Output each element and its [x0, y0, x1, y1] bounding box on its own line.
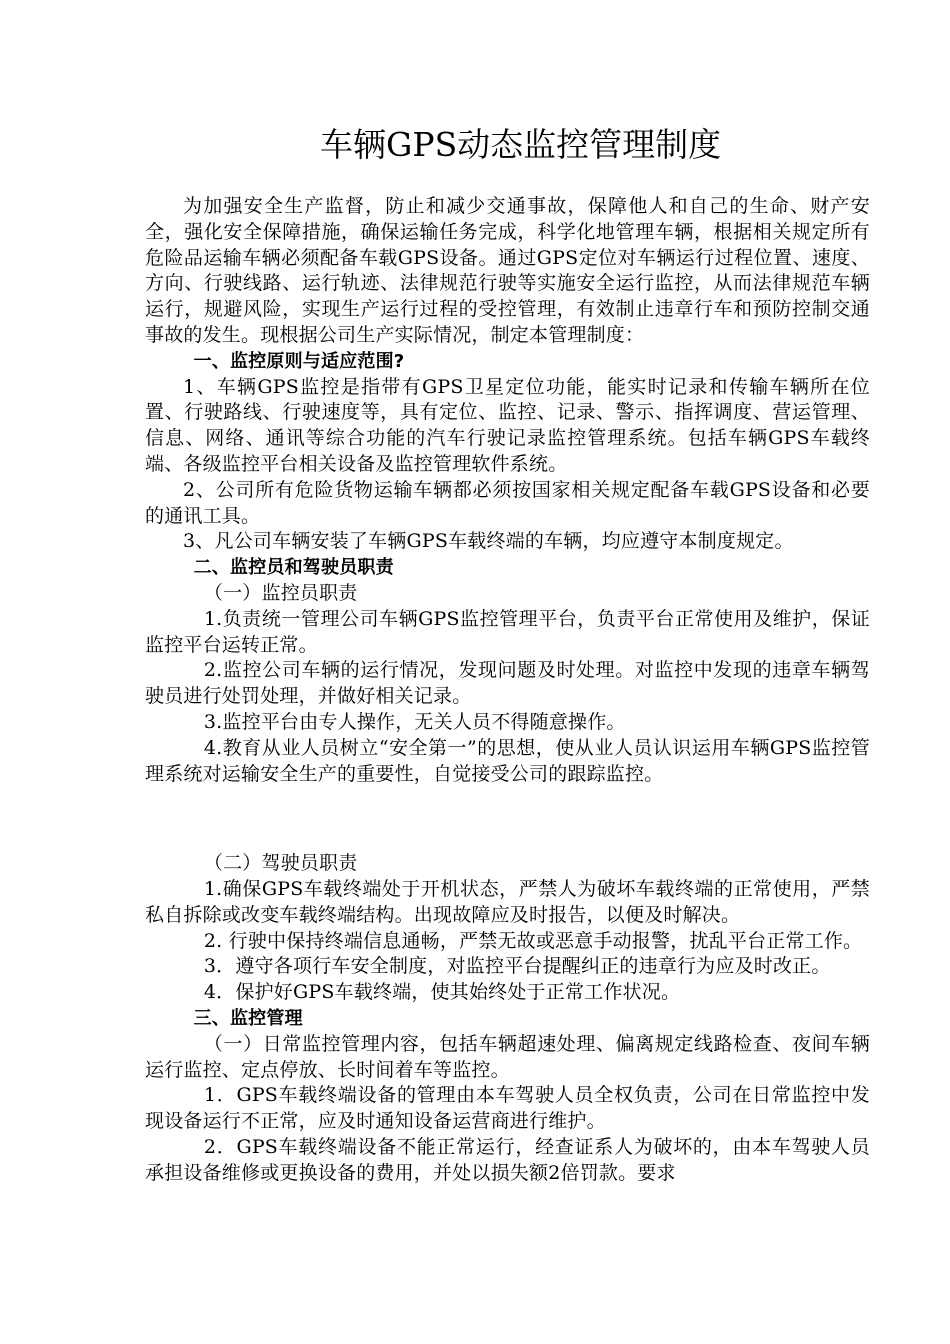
paragraph: 2、公司所有危险货物运输车辆都必须按国家相关规定配备车载GPS设备和必要的通讯工具。 [145, 478, 870, 527]
section-heading: 二、监控员和驾驶员职责 [193, 557, 394, 579]
paragraph: 1．GPS车载终端设备的管理由本车驾驶人员全权负责，公司在日常监控中发现设备运行不正常，应及时通知设备运营商进行维护。 [145, 1084, 870, 1133]
page-title: 车辆GPS动态监控管理制度 [320, 125, 722, 164]
blank-line [145, 806, 870, 832]
paragraph: 3．遵守各项行车安全制度，对监控平台提醒纠正的违章行为应及时改正。 [203, 955, 831, 978]
paragraph: 1、车辆GPS监控是指带有GPS卫星定位功能，能实时记录和传输车辆所在位置、行驶路线、行驶速度等，具有定位、监控、记录、警示、指挥调度、营运管理、信息、网络、通讯等综合功能的汽车行驶记录监控管理系统。包括车辆GPS车载终端、各级监控平台相关设备及监控管理软件系统。 [145, 375, 870, 475]
subsection-heading: （二）驾驶员职责 [203, 852, 358, 875]
subsection-heading: （一）监控员职责 [203, 581, 358, 604]
paragraph: 为加强安全生产监督，防止和减少交通事故，保障他人和自己的生命、财产安全，强化安全保障措施，确保运输任务完成，科学化地管理车辆，根据相关规定所有危险品运输车辆必须配备车载GPS设备。通过GPS定位对车辆运行过程位置、速度、方向、行驶线路、运行轨迹、法律规范行驶等实施安全运行监控，从而法律规范车辆运行，规避风险，实现生产运行过程的受控管理，有效制止违章行车和预防控制交通事故的发生。现根据公司生产实际情况，制定本管理制度： [145, 195, 870, 346]
section-heading: 一、监控原则与适应范围? [193, 350, 405, 372]
paragraph: 2.监控公司车辆的运行情况，发现问题及时处理。对监控中发现的违章车辆驾驶员进行处罚处理，并做好相关记录。 [145, 659, 870, 708]
paragraph: 1.负责统一管理公司车辆GPS监控管理平台，负责平台正常使用及维护，保证监控平台运转正常。 [145, 607, 870, 656]
subsection-heading: （一）日常监控管理内容，包括车辆超速处理、偏离规定线路检查、夜间车辆运行监控、定点停放、长时间着车等监控。 [145, 1032, 870, 1081]
paragraph: 2. 行驶中保持终端信息通畅，严禁无故或恶意手动报警，扰乱平台正常工作。 [203, 929, 863, 952]
paragraph: 1.确保GPS车载终端处于开机状态，严禁人为破坏车载终端的正常使用，严禁私自拆除或改变车载终端结构。出现故障应及时报告，以便及时解决。 [145, 877, 870, 926]
document-body [145, 194, 870, 1186]
paragraph: 3、凡公司车辆安装了车辆GPS车载终端的车辆，均应遵守本制度规定。 [183, 530, 794, 553]
section-heading: 三、监控管理 [193, 1007, 303, 1029]
paragraph: 3.监控平台由专人操作，无关人员不得随意操作。 [203, 710, 626, 733]
paragraph: 4.教育从业人员树立“安全第一”的思想，使从业人员认识运用车辆GPS监控管理系统对运输安全生产的重要性，自觉接受公司的跟踪监控。 [145, 736, 870, 785]
paragraph: 2．GPS车载终端设备不能正常运行，经查证系人为破坏的，由本车驾驶人员承担设备维修或更换设备的费用，并处以损失额2倍罚款。要求 [145, 1135, 870, 1184]
paragraph: 4．保护好GPS车载终端，使其始终处于正常工作状况。 [203, 981, 681, 1004]
